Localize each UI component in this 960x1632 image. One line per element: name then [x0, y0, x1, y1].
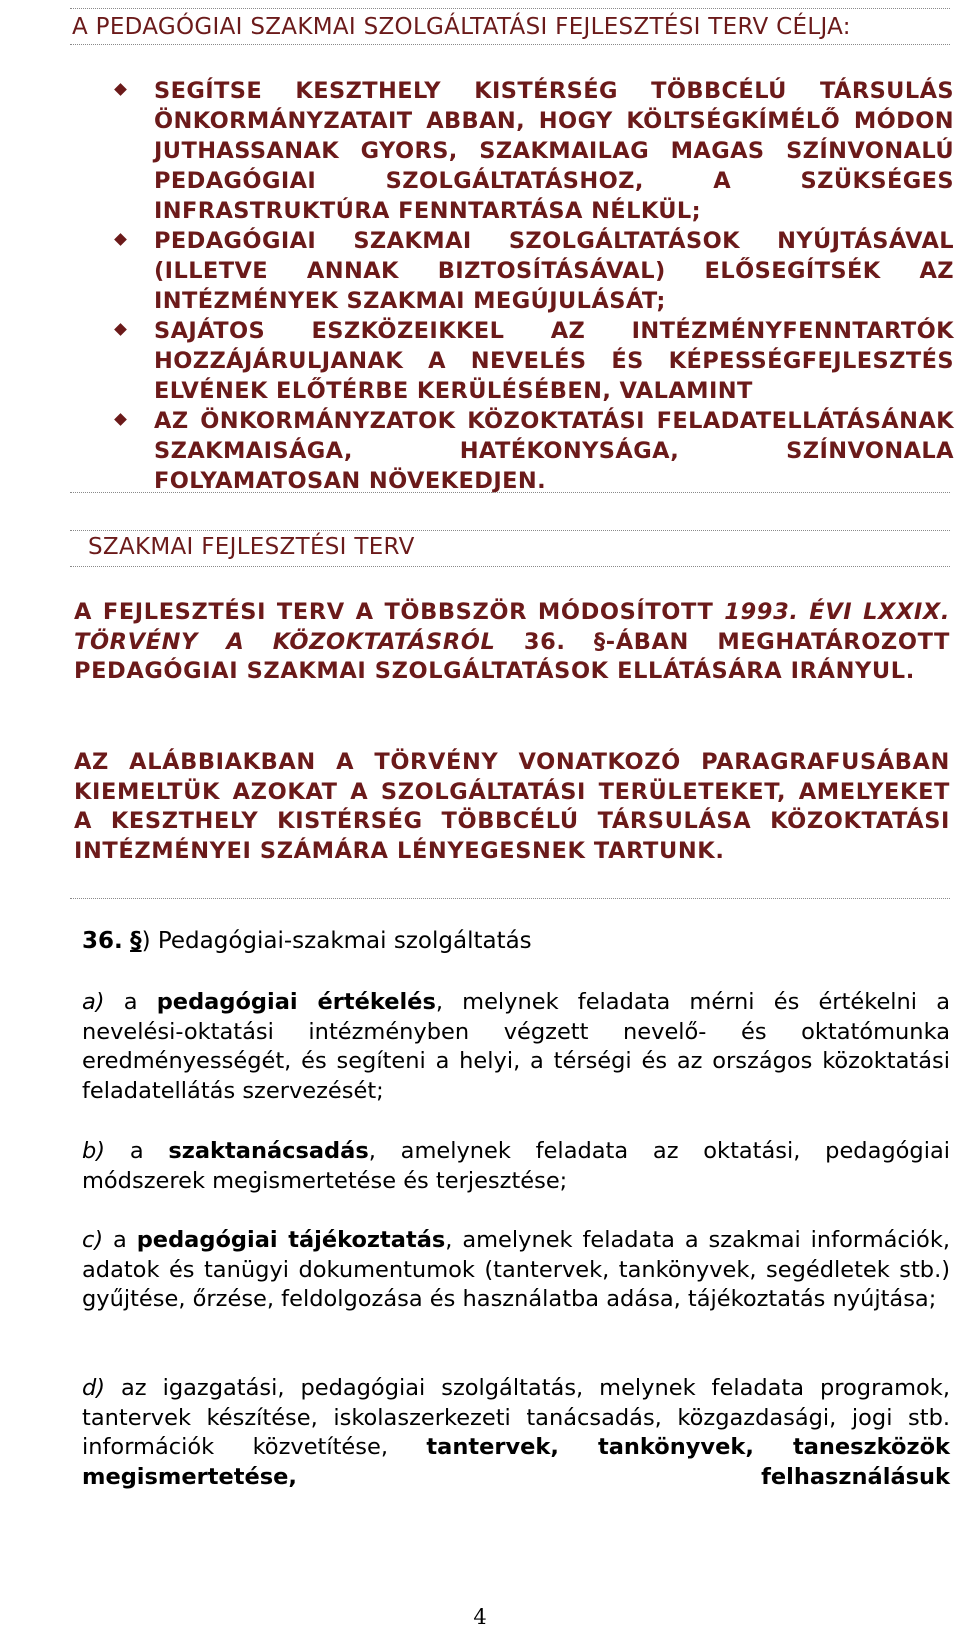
law-item-a: a) a pedagógiai értékelés, melynek feladata mérni és értékelni a nevelési-oktatási intézményben végzett nevelő- és oktatómunka eredményességét, és segíteni a helyi, a térségi és az országos közoktatási feladatellátás szervezését; [82, 989, 950, 1104]
goal-bullet-item: AZ ÖNKORMÁNYZATOK KÖZOKTATÁSI FELADATELLÁTÁSÁNAK SZAKMAISÁGA, HATÉKONYSÁGA, SZÍNVONALA FOLYAMATOSAN NÖVEKEDJEN. [114, 406, 954, 496]
goal-bullet-list [114, 76, 954, 496]
plan-intro-paragraph: A FEJLESZTÉSI TERV A TÖBBSZÖR MÓDOSÍTOTT 1993. ÉVI LXXIX. TÖRVÉNY A KÖZOKTATÁSRÓL 36. §-ÁBAN MEGHATÁROZOTT PEDAGÓGIAI SZAKMAI SZOLGÁLTATÁSOK ELLÁTÁSÁRA IRÁNYUL. [74, 599, 950, 684]
law-item-b: b) a szaktanácsadás, amelynek feladata az oktatási, pedagógiai módszerek megismertetése és terjesztése; [82, 1138, 950, 1194]
diamond-bullet-icon [114, 233, 127, 246]
section-rule [70, 492, 950, 493]
diamond-bullet-icon [114, 413, 127, 426]
law-item-c: c) a pedagógiai tájékoztatás, amelynek feladata a szakmai információk, adatok és tanügyi dokumentumok (tantervek, tankönyvek, segédletek stb.) gyűjtése, őrzése, feldolgozása és használatba adása, tájékoztatás nyújtása; [82, 1227, 950, 1312]
section-rule [70, 898, 950, 899]
section-title-goal: A PEDAGÓGIAI SZAKMAI SZOLGÁLTATÁSI FEJLESZTÉSI TERV CÉLJA: [72, 14, 851, 40]
law-section-heading: 36. §) Pedagógiai-szakmai szolgáltatás [82, 928, 532, 954]
goal-bullet-item: SAJÁTOS ESZKÖZEIKKEL AZ INTÉZMÉNYFENNTARTÓK HOZZÁJÁRULJANAK A NEVELÉS ÉS KÉPESSÉGFEJLESZTÉS ELVÉNEK ELŐTÉRBE KERÜLÉSÉBEN, VALAMINT [114, 316, 954, 406]
diamond-bullet-icon [114, 323, 127, 336]
law-item-d: d) az igazgatási, pedagógiai szolgáltatás, melynek feladata programok, tantervek készítése, iskolaszerkezeti tanácsadás, közgazdasági, jogi stb. információk közvetítése, tantervek, tankönyvek, taneszközök megismertetése, felhasználásuk [82, 1375, 950, 1490]
plan-scope-paragraph: AZ ALÁBBIAKBAN A TÖRVÉNY VONATKOZÓ PARAGRAFUSÁBAN KIEMELTÜK AZOKAT A SZOLGÁLTATÁSI TERÜLETEKET, AMELYEKET A KESZTHELY KISTÉRSÉG TÖBBCÉLÚ TÁRSULÁSA KÖZOKTATÁSI INTÉZMÉNYEI SZÁMÁRA LÉNYEGESNEK TARTUNK. [74, 749, 950, 864]
section-rule [70, 566, 950, 567]
law-title: 1993. ÉVI LXXIX. TÖRVÉNY A KÖZOKTATÁSRÓL [74, 599, 950, 655]
section-rule [70, 44, 950, 45]
section-rule [70, 8, 950, 9]
goal-bullet-item: SEGÍTSE KESZTHELY KISTÉRSÉG TÖBBCÉLÚ TÁRSULÁS ÖNKORMÁNYZATAIT ABBAN, HOGY KÖLTSÉGKÍMÉLŐ MÓDON JUTHASSANAK GYORS, SZAKMAILAG MAGAS SZÍNVONALÚ PEDAGÓGIAI SZOLGÁLTATÁSHOZ, A SZÜKSÉGES INFRASTRUKTÚRA FENNTARTÁSA NÉLKÜL; [114, 76, 954, 226]
goal-bullet-item: PEDAGÓGIAI SZAKMAI SZOLGÁLTATÁSOK NYÚJTÁSÁVAL (ILLETVE ANNAK BIZTOSÍTÁSÁVAL) ELŐSEGÍTSÉK AZ INTÉZMÉNYEK SZAKMAI MEGÚJULÁSÁT; [114, 226, 954, 316]
diamond-bullet-icon [114, 83, 127, 96]
section-title-plan: SZAKMAI FEJLESZTÉSI TERV [88, 534, 415, 560]
page-number: 4 [473, 1605, 487, 1629]
section-rule [70, 530, 950, 531]
